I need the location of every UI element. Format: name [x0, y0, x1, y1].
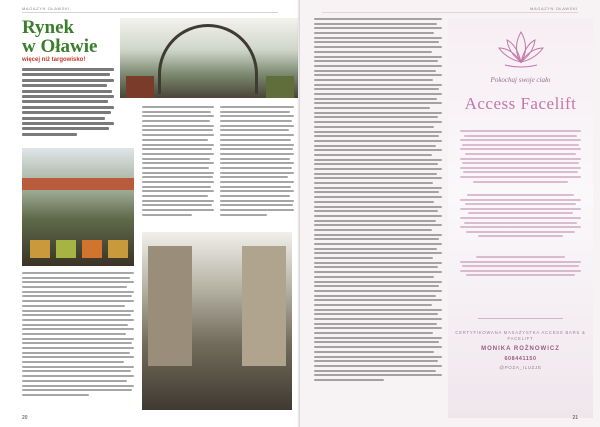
- market-stalls-photo: [22, 148, 134, 266]
- market-hall-photo: [120, 18, 298, 98]
- ad-divider: [478, 318, 563, 319]
- article-column-1-bottom: [22, 272, 134, 399]
- article-subtitle: więcej niż targowisko!: [22, 57, 86, 63]
- access-facelift-advert: [448, 18, 593, 418]
- right-header-rule: [322, 12, 578, 13]
- article-title: [22, 18, 97, 56]
- article-column-2-top: [142, 106, 214, 219]
- hall-arch-shape: [158, 24, 258, 94]
- ad-certification: CERTYFIKOWANA MASAŻYSTKA ACCESS BARS & FACELIFT: [455, 330, 586, 341]
- left-page-number: 20: [22, 415, 28, 421]
- ad-phone-number: 608441150: [504, 356, 537, 362]
- article-lead-text: [22, 68, 114, 138]
- left-header-rule: [22, 12, 278, 13]
- ad-description-block-2: [460, 194, 581, 240]
- left-running-head: MAGAZYN OŁAWSKI: [22, 6, 70, 11]
- ad-contact-name: MONIKA ROŻNOWICZ: [481, 346, 560, 352]
- article-title-line-1: Rynek: [22, 17, 75, 38]
- lotus-logo-icon: [496, 28, 546, 70]
- ad-tagline: Pokochaj swoje ciało: [490, 76, 551, 84]
- right-page: [300, 0, 600, 427]
- article-continuation-text: [314, 18, 442, 384]
- right-page-number: 21: [572, 415, 578, 421]
- market-street-photo: [142, 232, 292, 410]
- ad-description-block-1: [460, 130, 581, 185]
- ad-question-line: [460, 256, 581, 279]
- right-running-head: MAGAZYN OŁAWSKI: [530, 6, 578, 11]
- article-column-3-top: [220, 106, 294, 219]
- ad-instagram-handle: @POZA_ILUZJE: [499, 365, 542, 370]
- article-title-line-2: w Oławie: [22, 36, 98, 57]
- ad-brand-name: Access Facelift: [464, 94, 577, 113]
